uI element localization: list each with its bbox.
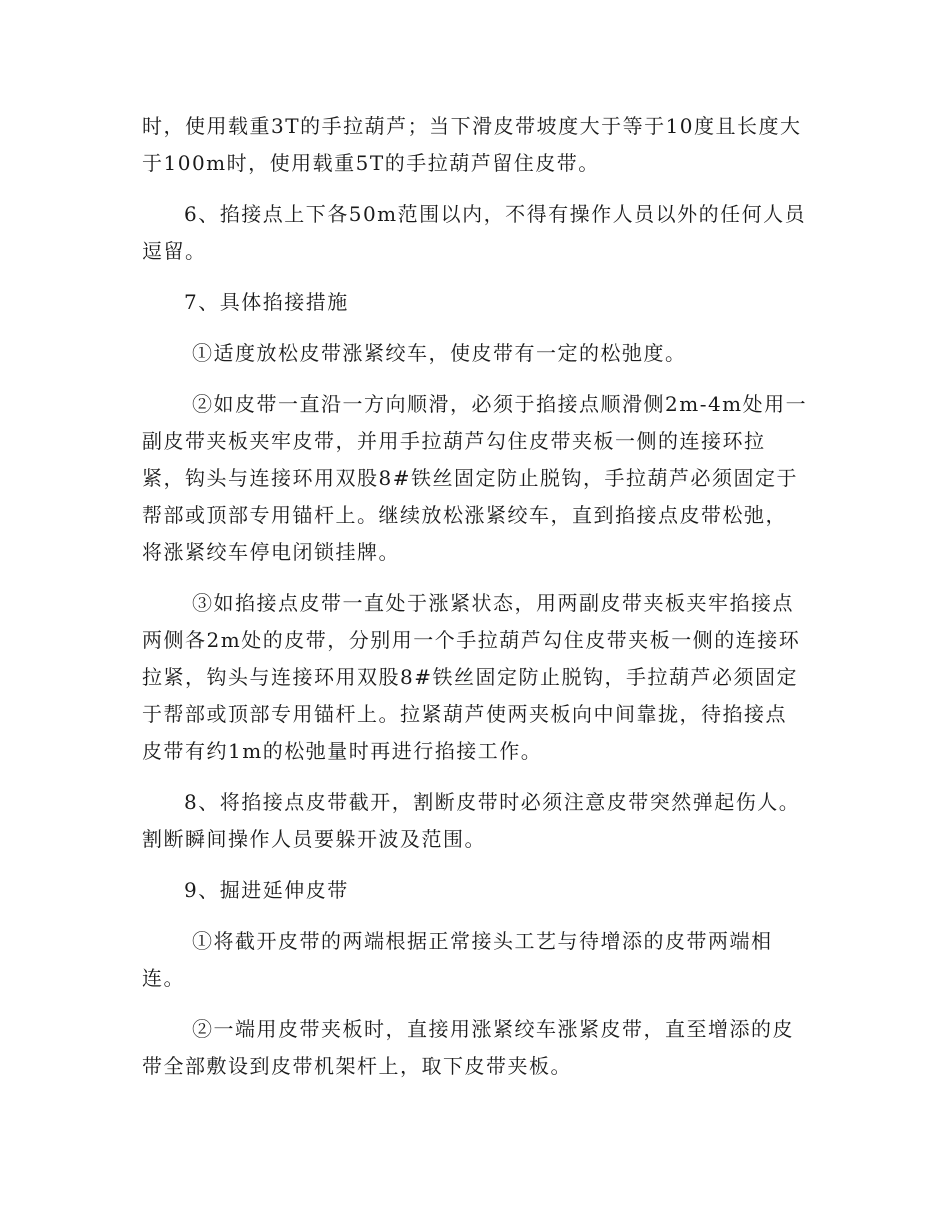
text-line: ③如掐接点皮带一直处于涨紧状态，用两副皮带夹板夹牢掐接点	[192, 591, 794, 615]
paragraph-item-8	[142, 784, 814, 858]
paragraph-item-7-heading	[142, 284, 814, 321]
text-line: 拉紧，钩头与连接环用双股8#铁丝固定防止脱钩，手拉葫芦必须固定	[142, 665, 798, 689]
paragraph-item-6	[142, 196, 814, 270]
paragraph-item-9-sub-2	[142, 1011, 814, 1085]
text-line: 割断瞬间操作人员要躲开波及范围。	[142, 827, 486, 851]
text-line: ①将截开皮带的两端根据正常接头工艺与待增添的皮带两端相	[192, 929, 773, 953]
paragraph-item-7-sub-3	[142, 585, 814, 770]
text-line: 于100m时，使用载重5T的手拉葫芦留住皮带。	[142, 151, 600, 175]
text-line: 7、具体掐接措施	[184, 290, 349, 314]
text-line: 副皮带夹板夹牢皮带，并用手拉葫芦勾住皮带夹板一侧的连接环拉	[142, 429, 766, 453]
text-line: 于帮部或顶部专用锚杆上。拉紧葫芦使两夹板向中间靠拢，待掐接点	[142, 702, 787, 726]
text-line: 6、掐接点上下各50m范围以内，不得有操作人员以外的任何人员	[184, 202, 807, 226]
paragraph-continuation-hoist-load	[142, 108, 814, 182]
text-line: ①适度放松皮带涨紧绞车，使皮带有一定的松弛度。	[192, 341, 687, 365]
text-line: 逗留。	[142, 239, 207, 263]
text-line: ②一端用皮带夹板时，直接用涨紧绞车涨紧皮带，直至增添的皮	[192, 1017, 794, 1041]
paragraph-item-9-sub-1	[142, 923, 814, 997]
text-line: 两侧各2m处的皮带，分别用一个手拉葫芦勾住皮带夹板一侧的连接环	[142, 628, 801, 652]
text-line: 8、将掐接点皮带截开，割断皮带时必须注意皮带突然弹起伤人。	[184, 790, 801, 814]
text-line: 帮部或顶部专用锚杆上。继续放松涨紧绞车，直到掐接点皮带松弛，	[142, 503, 787, 527]
paragraph-item-7-sub-1	[142, 335, 814, 372]
paragraph-item-9-heading	[142, 872, 814, 909]
document-body	[142, 108, 814, 1099]
text-line: 皮带有约1m的松弛量时再进行掐接工作。	[142, 739, 543, 763]
paragraph-item-7-sub-2	[142, 386, 814, 571]
text-line: 9、掘进延伸皮带	[184, 878, 349, 902]
text-line: ②如皮带一直沿一方向顺滑，必须于掐接点顺滑侧2m-4m处用一	[192, 392, 808, 416]
text-line: 紧，钩头与连接环用双股8#铁丝固定防止脱钩，手拉葫芦必须固定于	[142, 466, 798, 490]
text-line: 将涨紧绞车停电闭锁挂牌。	[142, 540, 400, 564]
text-line: 时，使用载重3T的手拉葫芦；当下滑皮带坡度大于等于10度且长度大	[142, 114, 802, 138]
text-line: 连。	[142, 966, 185, 990]
text-line: 带全部敷设到皮带机架杆上，取下皮带夹板。	[142, 1054, 572, 1078]
